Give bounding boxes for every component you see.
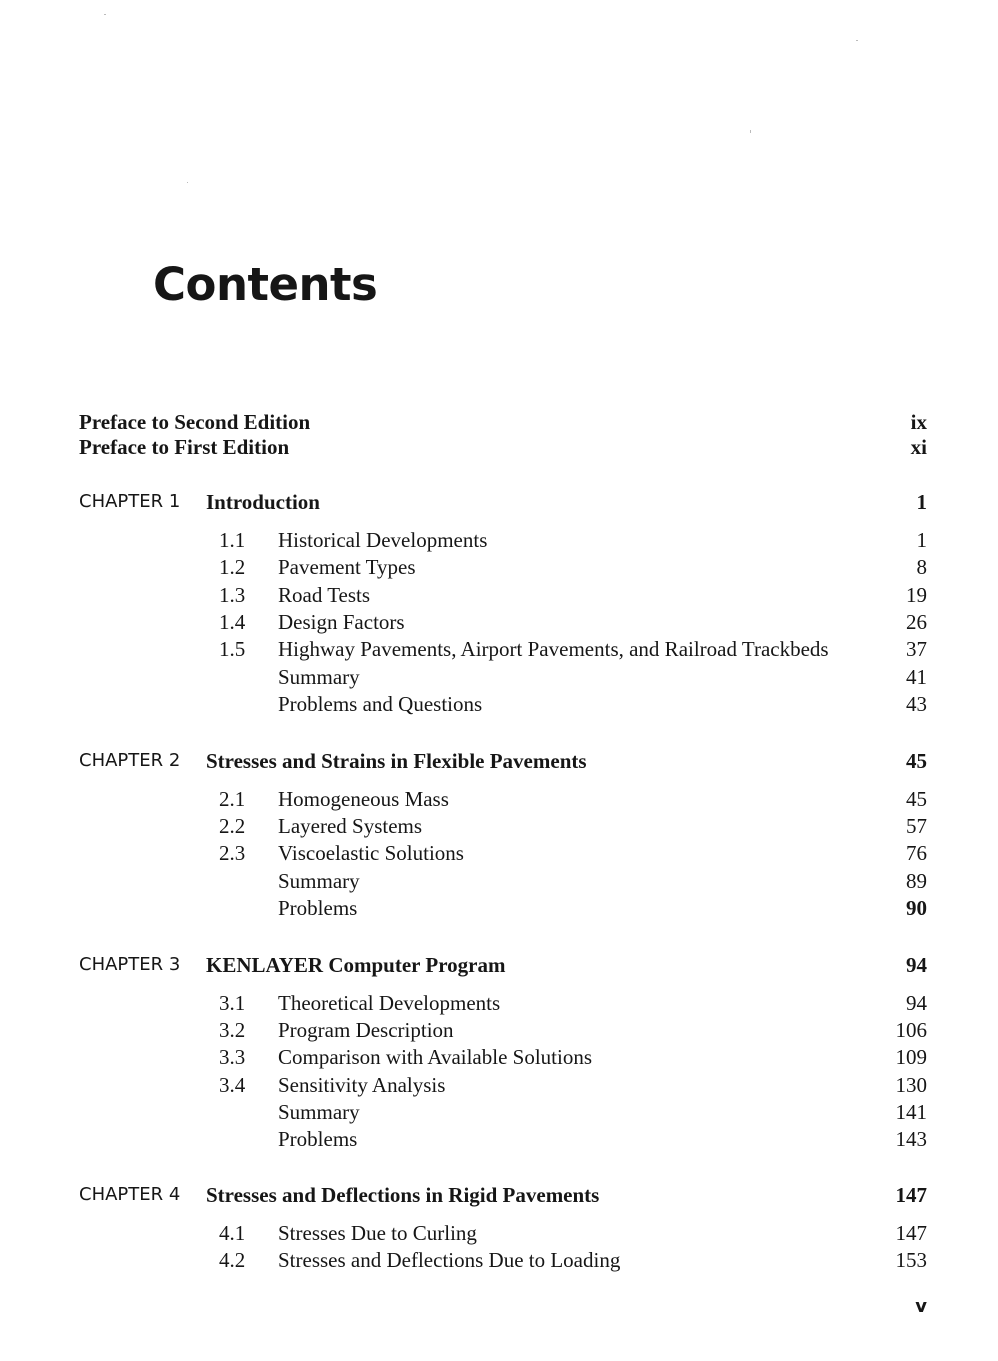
page-number: 89 bbox=[906, 869, 927, 893]
chapter-label: CHAPTER 3 bbox=[79, 954, 181, 975]
toc-section-row[interactable] bbox=[0, 841, 998, 867]
page-number: 43 bbox=[906, 692, 927, 716]
toc-chapter-row[interactable] bbox=[0, 953, 998, 979]
page-number: 41 bbox=[906, 665, 927, 689]
page-number: 153 bbox=[895, 1248, 927, 1272]
section-title: Theoretical Developments bbox=[278, 991, 501, 1015]
toc-section-row[interactable] bbox=[0, 1018, 998, 1044]
page-number: 147 bbox=[895, 1183, 927, 1207]
toc-section-row[interactable] bbox=[0, 637, 998, 663]
section-title: Pavement Types bbox=[278, 555, 416, 579]
section-title: Stresses Due to Curling bbox=[278, 1221, 477, 1245]
toc-section-row[interactable] bbox=[0, 1221, 998, 1247]
section-title: Summary bbox=[278, 1100, 360, 1124]
toc-section-row[interactable] bbox=[0, 610, 998, 636]
toc-section-row[interactable] bbox=[0, 814, 998, 840]
toc-preface-row[interactable] bbox=[0, 410, 998, 436]
toc-chapter-row[interactable] bbox=[0, 490, 998, 516]
scan-speck bbox=[187, 182, 188, 183]
toc-section-row[interactable] bbox=[0, 896, 998, 922]
page-folio: v bbox=[915, 1296, 927, 1317]
chapter-title: Introduction bbox=[206, 490, 320, 514]
section-number: 2.1 bbox=[219, 787, 246, 811]
page-number: 143 bbox=[895, 1127, 927, 1151]
page-number: 90 bbox=[906, 896, 927, 920]
section-number: 1.3 bbox=[219, 583, 246, 607]
page-number: 26 bbox=[906, 610, 927, 634]
section-title: Problems bbox=[278, 896, 358, 920]
page-number: 1 bbox=[916, 490, 927, 514]
section-title: Stresses and Deflections Due to Loading bbox=[278, 1248, 621, 1272]
section-number: 3.2 bbox=[219, 1018, 246, 1042]
section-number: 1.2 bbox=[219, 555, 246, 579]
section-title: Summary bbox=[278, 869, 360, 893]
page-number: 147 bbox=[895, 1221, 927, 1245]
page-number: 130 bbox=[895, 1073, 927, 1097]
toc-section-row[interactable] bbox=[0, 991, 998, 1017]
page-number: xi bbox=[910, 435, 927, 459]
toc-section-row[interactable] bbox=[0, 583, 998, 609]
section-title: Homogeneous Mass bbox=[278, 787, 449, 811]
section-title: Comparison with Available Solutions bbox=[278, 1045, 593, 1069]
toc-section-row[interactable] bbox=[0, 1045, 998, 1071]
chapter-label: CHAPTER 2 bbox=[79, 750, 181, 771]
section-number: 3.1 bbox=[219, 991, 246, 1015]
toc-section-row[interactable] bbox=[0, 665, 998, 691]
chapter-label: CHAPTER 1 bbox=[79, 491, 181, 512]
section-title: Design Factors bbox=[278, 610, 405, 634]
section-title: Road Tests bbox=[278, 583, 371, 607]
page-number: 109 bbox=[895, 1045, 927, 1069]
page-number: 57 bbox=[906, 814, 927, 838]
section-title: Layered Systems bbox=[278, 814, 423, 838]
section-number: 4.2 bbox=[219, 1248, 246, 1272]
page-number: 141 bbox=[895, 1100, 927, 1124]
page-number: 76 bbox=[906, 841, 927, 865]
section-title: Problems bbox=[278, 1127, 358, 1151]
chapter-title: KENLAYER Computer Program bbox=[206, 953, 506, 977]
toc-section-row[interactable] bbox=[0, 1100, 998, 1126]
toc-chapter-row[interactable] bbox=[0, 749, 998, 775]
section-title: Historical Developments bbox=[278, 528, 488, 552]
preface-title: Preface to Second Edition bbox=[79, 410, 311, 434]
page-number: 94 bbox=[906, 991, 927, 1015]
toc-section-row[interactable] bbox=[0, 1248, 998, 1274]
scan-speck bbox=[750, 130, 751, 133]
section-title: Summary bbox=[278, 665, 360, 689]
section-title: Program Description bbox=[278, 1018, 454, 1042]
page-number: ix bbox=[910, 410, 927, 434]
page-number: 8 bbox=[916, 555, 927, 579]
preface-title: Preface to First Edition bbox=[79, 435, 290, 459]
chapter-title: Stresses and Deflections in Rigid Pavements bbox=[206, 1183, 600, 1207]
page-number: 45 bbox=[906, 749, 927, 773]
section-number: 3.3 bbox=[219, 1045, 246, 1069]
page-title: Contents bbox=[153, 258, 378, 311]
section-number: 3.4 bbox=[219, 1073, 246, 1097]
section-number: 1.4 bbox=[219, 610, 246, 634]
toc-section-row[interactable] bbox=[0, 528, 998, 554]
section-number: 1.5 bbox=[219, 637, 246, 661]
toc-section-row[interactable] bbox=[0, 555, 998, 581]
section-title: Sensitivity Analysis bbox=[278, 1073, 446, 1097]
page-number: 106 bbox=[895, 1018, 927, 1042]
section-title: Problems and Questions bbox=[278, 692, 483, 716]
toc-section-row[interactable] bbox=[0, 1127, 998, 1153]
page-number: 1 bbox=[916, 528, 927, 552]
section-title: Highway Pavements, Airport Pavements, and Railroad Trackbeds bbox=[278, 637, 829, 661]
page-number: 45 bbox=[906, 787, 927, 811]
scan-speck bbox=[104, 14, 106, 15]
chapter-label: CHAPTER 4 bbox=[79, 1184, 181, 1205]
toc-section-row[interactable] bbox=[0, 787, 998, 813]
section-number: 2.3 bbox=[219, 841, 246, 865]
page-number: 94 bbox=[906, 953, 927, 977]
toc-preface-row[interactable] bbox=[0, 435, 998, 461]
page-number: 19 bbox=[906, 583, 927, 607]
section-number: 1.1 bbox=[219, 528, 246, 552]
section-number: 2.2 bbox=[219, 814, 246, 838]
toc-section-row[interactable] bbox=[0, 869, 998, 895]
page-number: 37 bbox=[906, 637, 927, 661]
toc-section-row[interactable] bbox=[0, 1073, 998, 1099]
section-number: 4.1 bbox=[219, 1221, 246, 1245]
toc-chapter-row[interactable] bbox=[0, 1183, 998, 1209]
scan-speck bbox=[856, 40, 858, 41]
toc-section-row[interactable] bbox=[0, 692, 998, 718]
section-title: Viscoelastic Solutions bbox=[278, 841, 464, 865]
chapter-title: Stresses and Strains in Flexible Pavements bbox=[206, 749, 587, 773]
